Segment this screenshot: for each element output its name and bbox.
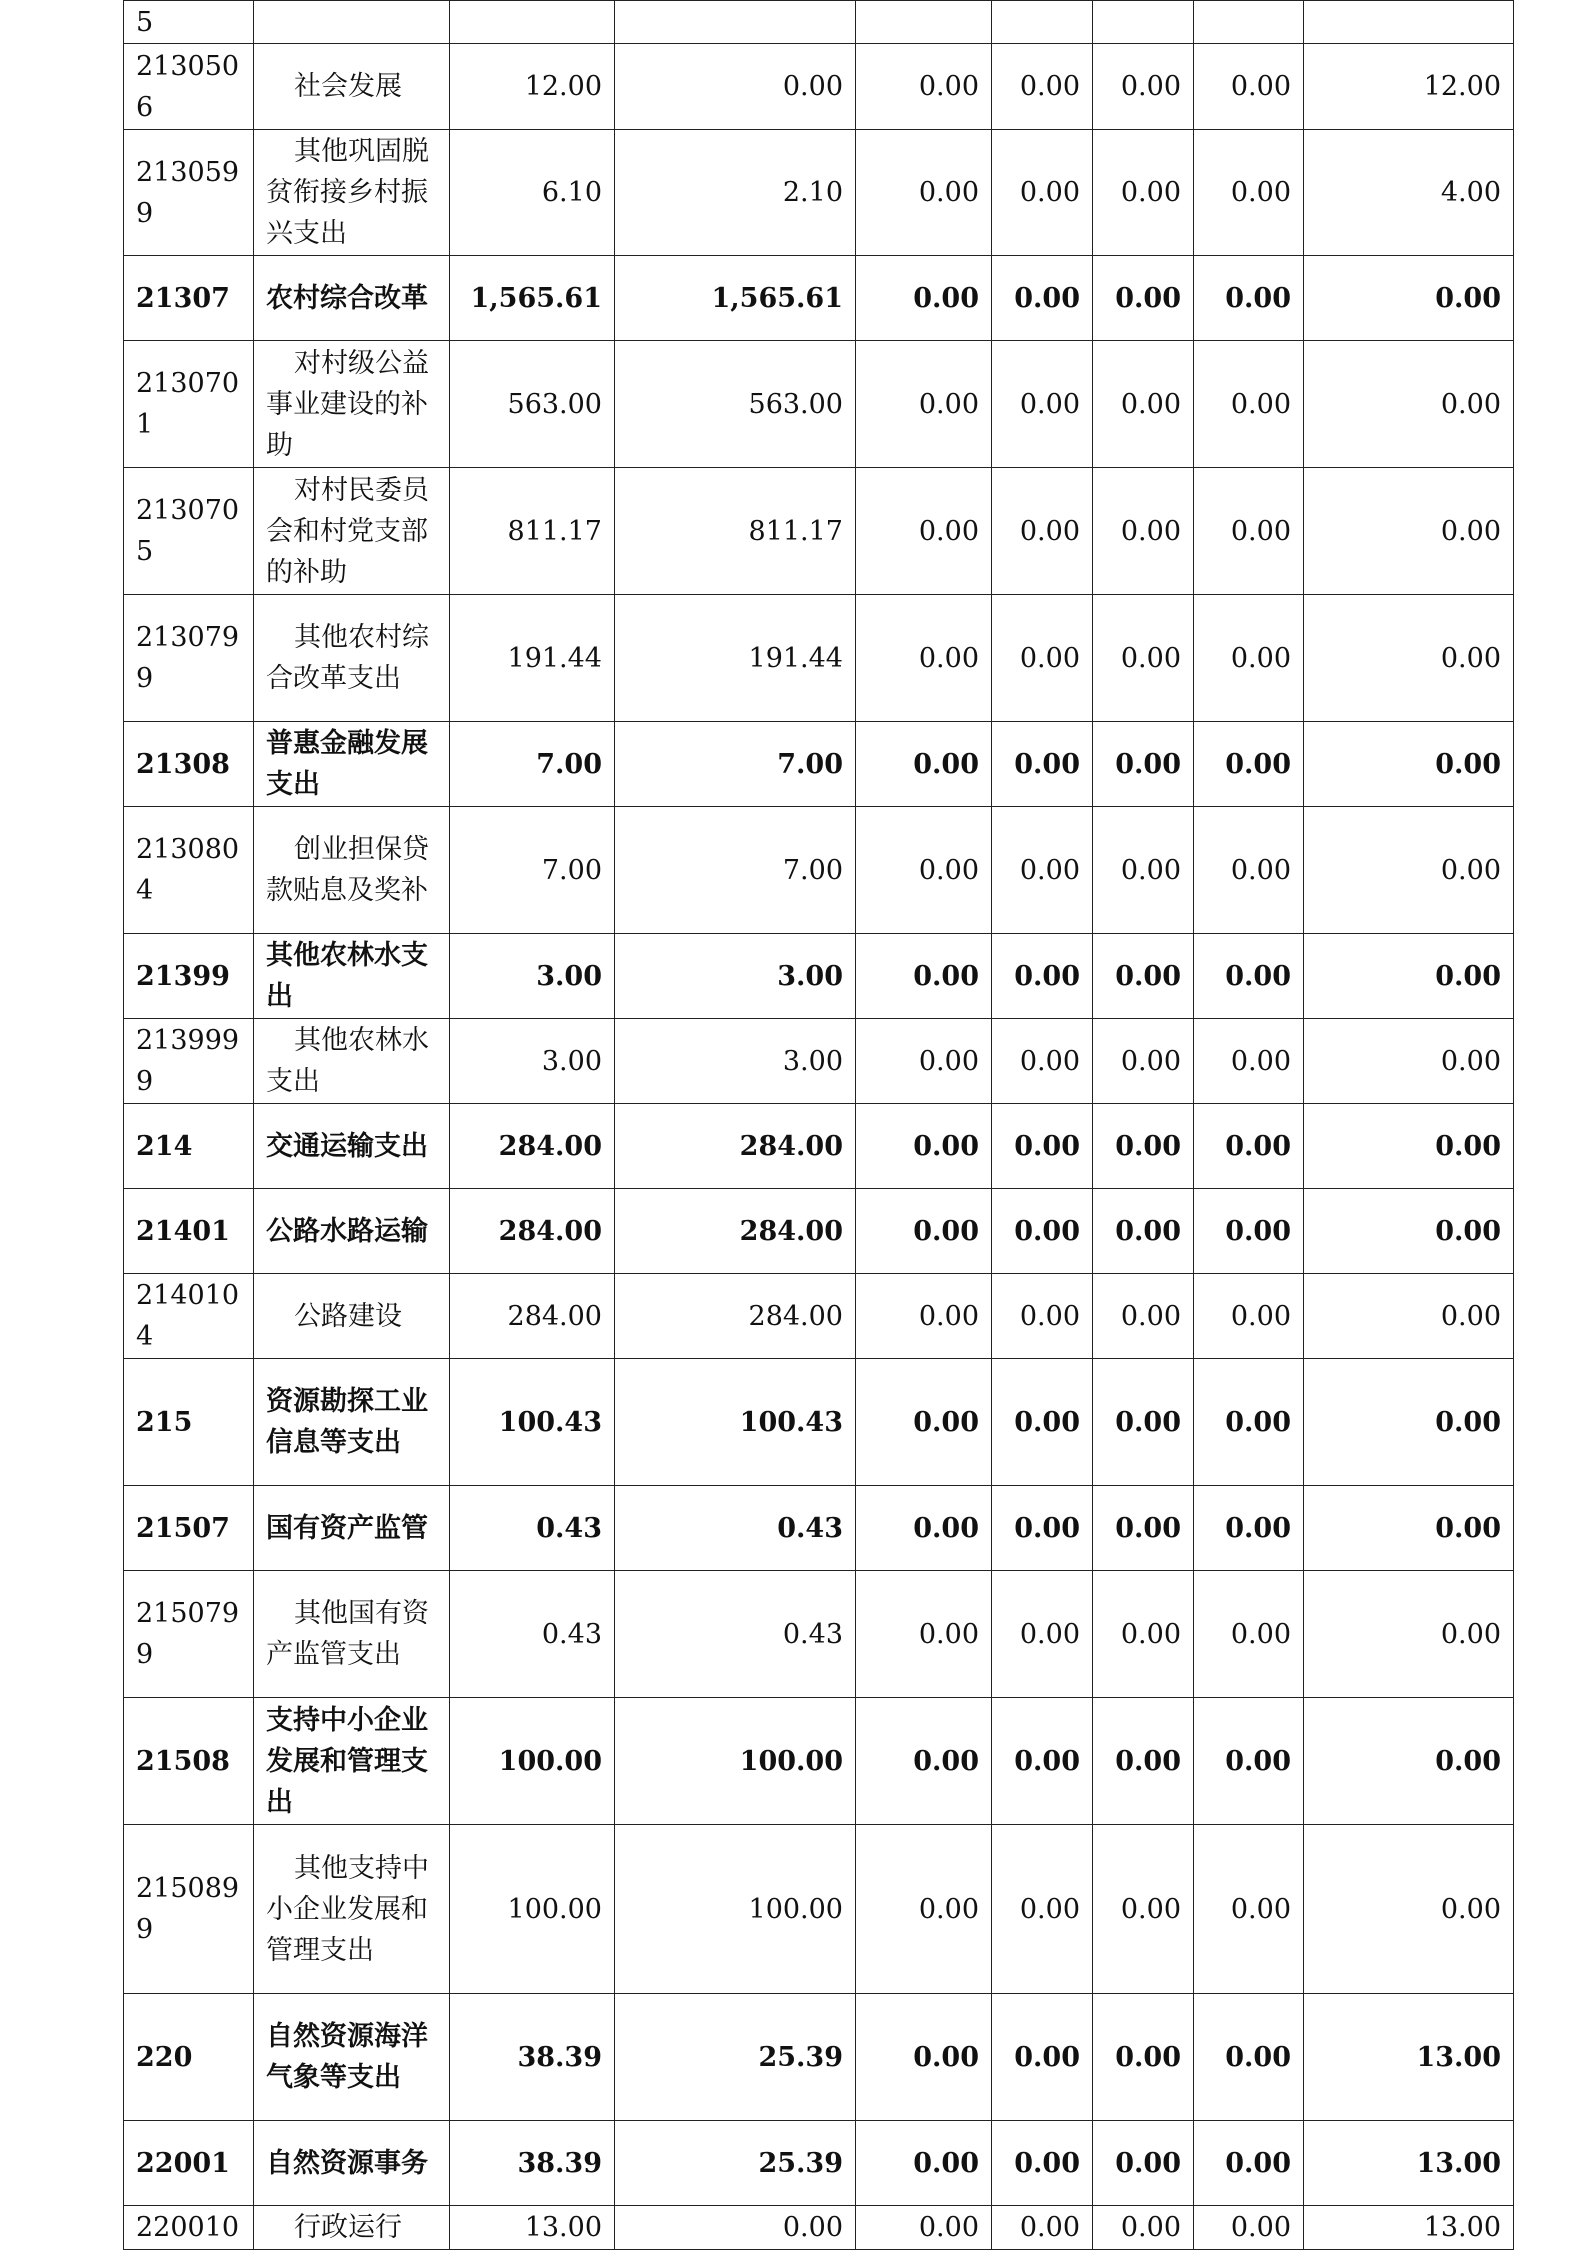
account-name-cell bbox=[254, 130, 450, 256]
amount-cell: 0.00 bbox=[1194, 2206, 1304, 2250]
table-row bbox=[124, 2121, 1514, 2206]
amount-cell: 0.00 bbox=[856, 341, 992, 468]
amount-cell: 0.00 bbox=[856, 595, 992, 722]
amount-cell: 191.44 bbox=[450, 595, 615, 722]
account-name-cell bbox=[254, 1698, 450, 1825]
amount-cell: 0.43 bbox=[450, 1571, 615, 1698]
amount-cell: 811.17 bbox=[450, 468, 615, 595]
amount-cell: 0.00 bbox=[1304, 722, 1514, 807]
amount-cell: 191.44 bbox=[615, 595, 856, 722]
amount-cell: 0.00 bbox=[1093, 807, 1194, 934]
account-code-cell: 2139999 bbox=[124, 1019, 254, 1104]
account-code-cell: 214 bbox=[124, 1104, 254, 1189]
amount-cell: 0.00 bbox=[1194, 256, 1304, 341]
amount-cell: 0.00 bbox=[615, 2206, 856, 2250]
account-name-text: 其他国有资产监管支出 bbox=[266, 1598, 429, 1670]
amount-cell: 13.00 bbox=[1304, 2206, 1514, 2250]
account-name-cell bbox=[254, 44, 450, 130]
account-name-cell bbox=[254, 1274, 450, 1359]
amount-cell: 0.00 bbox=[1194, 44, 1304, 130]
account-name-cell bbox=[254, 2121, 450, 2206]
amount-cell: 0.00 bbox=[856, 130, 992, 256]
amount-cell: 4.00 bbox=[1304, 130, 1514, 256]
amount-cell: 0.00 bbox=[1093, 2206, 1194, 2250]
amount-cell: 25.39 bbox=[615, 2121, 856, 2206]
amount-cell: 0.00 bbox=[992, 256, 1093, 341]
amount-cell: 0.00 bbox=[856, 2206, 992, 2250]
amount-cell: 0.00 bbox=[1304, 1104, 1514, 1189]
amount-cell: 0.00 bbox=[1304, 1189, 1514, 1274]
amount-cell: 0.00 bbox=[856, 934, 992, 1019]
account-name-cell bbox=[254, 1571, 450, 1698]
amount-cell: 0.00 bbox=[1304, 595, 1514, 722]
amount-cell: 0.00 bbox=[992, 1104, 1093, 1189]
amount-cell: 0.00 bbox=[1194, 595, 1304, 722]
amount-cell: 284.00 bbox=[615, 1189, 856, 1274]
amount-cell: 0.00 bbox=[1093, 1019, 1194, 1104]
amount-cell: 0.00 bbox=[856, 256, 992, 341]
amount-cell: 0.00 bbox=[992, 722, 1093, 807]
amount-cell: 0.00 bbox=[992, 130, 1093, 256]
amount-cell: 0.00 bbox=[856, 1359, 992, 1486]
amount-cell: 0.00 bbox=[1194, 1994, 1304, 2121]
amount-cell: 100.43 bbox=[615, 1359, 856, 1486]
account-name-cell bbox=[254, 1359, 450, 1486]
account-name-text: 农村综合改革 bbox=[266, 282, 428, 314]
amount-cell: 0.00 bbox=[1194, 807, 1304, 934]
amount-cell: 563.00 bbox=[615, 341, 856, 468]
account-name-cell bbox=[254, 722, 450, 807]
amount-cell: 0.00 bbox=[1093, 1825, 1194, 1994]
amount-cell: 0.00 bbox=[1093, 44, 1194, 130]
amount-cell: 284.00 bbox=[450, 1104, 615, 1189]
amount-cell bbox=[992, 1, 1093, 44]
amount-cell: 0.43 bbox=[615, 1486, 856, 1571]
account-code-cell: 220 bbox=[124, 1994, 254, 2121]
amount-cell: 0.00 bbox=[1194, 1104, 1304, 1189]
amount-cell bbox=[615, 1, 856, 44]
account-name-text: 社会发展 bbox=[294, 71, 402, 102]
amount-cell: 38.39 bbox=[450, 1994, 615, 2121]
amount-cell: 0.00 bbox=[1093, 130, 1194, 256]
account-code-cell: 2150799 bbox=[124, 1571, 254, 1698]
account-name-cell bbox=[254, 1486, 450, 1571]
account-name-text: 普惠金融发展支出 bbox=[266, 728, 428, 800]
table-row bbox=[124, 595, 1514, 722]
account-name-cell bbox=[254, 1825, 450, 1994]
amount-cell bbox=[856, 1, 992, 44]
amount-cell: 0.00 bbox=[992, 1698, 1093, 1825]
amount-cell: 0.00 bbox=[992, 468, 1093, 595]
amount-cell: 0.00 bbox=[856, 722, 992, 807]
amount-cell: 1,565.61 bbox=[450, 256, 615, 341]
amount-cell: 6.10 bbox=[450, 130, 615, 256]
amount-cell: 0.00 bbox=[1093, 1994, 1194, 2121]
amount-cell: 0.00 bbox=[1093, 1698, 1194, 1825]
account-code-cell: 21508 bbox=[124, 1698, 254, 1825]
account-code-cell: 21307 bbox=[124, 256, 254, 341]
amount-cell: 0.00 bbox=[1194, 1825, 1304, 1994]
amount-cell: 0.00 bbox=[992, 934, 1093, 1019]
amount-cell: 3.00 bbox=[450, 934, 615, 1019]
table-body bbox=[124, 1, 1514, 2250]
amount-cell: 7.00 bbox=[615, 722, 856, 807]
table-row bbox=[124, 44, 1514, 130]
table-row bbox=[124, 807, 1514, 934]
account-name-cell bbox=[254, 1104, 450, 1189]
amount-cell: 0.00 bbox=[1194, 722, 1304, 807]
amount-cell: 13.00 bbox=[1304, 2121, 1514, 2206]
amount-cell: 13.00 bbox=[450, 2206, 615, 2250]
amount-cell: 0.00 bbox=[856, 468, 992, 595]
amount-cell: 12.00 bbox=[450, 44, 615, 130]
table-row bbox=[124, 1359, 1514, 1486]
table-row bbox=[124, 341, 1514, 468]
account-name-text: 自然资源海洋气象等支出 bbox=[266, 2021, 428, 2093]
amount-cell: 100.00 bbox=[615, 1825, 856, 1994]
amount-cell: 0.00 bbox=[1194, 468, 1304, 595]
account-name-cell bbox=[254, 341, 450, 468]
amount-cell: 0.00 bbox=[1194, 1274, 1304, 1359]
amount-cell: 563.00 bbox=[450, 341, 615, 468]
amount-cell: 0.00 bbox=[856, 1189, 992, 1274]
amount-cell: 0.00 bbox=[1194, 341, 1304, 468]
amount-cell: 3.00 bbox=[615, 934, 856, 1019]
amount-cell: 100.00 bbox=[615, 1698, 856, 1825]
table-row bbox=[124, 1825, 1514, 1994]
amount-cell: 0.00 bbox=[856, 1994, 992, 2121]
amount-cell: 0.00 bbox=[992, 341, 1093, 468]
account-name-text: 其他农林水支出 bbox=[266, 940, 428, 1012]
account-name-text: 支持中小企业发展和管理支出 bbox=[266, 1704, 428, 1818]
account-name-text: 其他农林水支出 bbox=[266, 1025, 429, 1097]
amount-cell: 0.00 bbox=[1194, 1189, 1304, 1274]
amount-cell: 0.00 bbox=[1093, 1104, 1194, 1189]
account-code-cell: 2130701 bbox=[124, 341, 254, 468]
amount-cell: 0.00 bbox=[1194, 1019, 1304, 1104]
amount-cell: 0.00 bbox=[1194, 130, 1304, 256]
amount-cell: 0.00 bbox=[1093, 1189, 1194, 1274]
amount-cell: 0.00 bbox=[1093, 1571, 1194, 1698]
table-row bbox=[124, 1189, 1514, 1274]
amount-cell: 13.00 bbox=[1304, 1994, 1514, 2121]
account-code-cell: 21308 bbox=[124, 722, 254, 807]
account-code-cell: 2130599 bbox=[124, 130, 254, 256]
account-code-cell: 22001 bbox=[124, 2121, 254, 2206]
amount-cell: 284.00 bbox=[615, 1274, 856, 1359]
amount-cell: 0.00 bbox=[1194, 1359, 1304, 1486]
amount-cell: 0.00 bbox=[992, 595, 1093, 722]
amount-cell bbox=[1194, 1, 1304, 44]
table-row bbox=[124, 256, 1514, 341]
amount-cell: 0.00 bbox=[856, 1274, 992, 1359]
account-name-text: 对村级公益事业建设的补助 bbox=[266, 347, 429, 461]
amount-cell: 0.00 bbox=[1194, 1486, 1304, 1571]
account-name-cell bbox=[254, 468, 450, 595]
account-code-cell: 5 bbox=[124, 1, 254, 44]
table-row bbox=[124, 1104, 1514, 1189]
table-row bbox=[124, 722, 1514, 807]
amount-cell: 0.00 bbox=[992, 1019, 1093, 1104]
amount-cell: 0.00 bbox=[1304, 1698, 1514, 1825]
account-code-cell: 2140104 bbox=[124, 1274, 254, 1359]
amount-cell: 0.00 bbox=[1093, 722, 1194, 807]
amount-cell: 0.00 bbox=[992, 2206, 1093, 2250]
amount-cell: 0.00 bbox=[856, 2121, 992, 2206]
table-row bbox=[124, 1, 1514, 44]
amount-cell: 100.00 bbox=[450, 1825, 615, 1994]
amount-cell: 0.00 bbox=[1304, 934, 1514, 1019]
amount-cell: 0.00 bbox=[1093, 256, 1194, 341]
account-name-text: 其他农村综合改革支出 bbox=[266, 622, 429, 694]
amount-cell: 0.00 bbox=[856, 1698, 992, 1825]
account-name-text: 其他巩固脱贫衔接乡村振兴支出 bbox=[266, 136, 429, 249]
amount-cell: 0.43 bbox=[450, 1486, 615, 1571]
account-name-cell bbox=[254, 1019, 450, 1104]
amount-cell: 7.00 bbox=[450, 807, 615, 934]
amount-cell: 25.39 bbox=[615, 1994, 856, 2121]
amount-cell bbox=[450, 1, 615, 44]
amount-cell: 0.00 bbox=[992, 44, 1093, 130]
amount-cell: 0.00 bbox=[615, 44, 856, 130]
table-row bbox=[124, 468, 1514, 595]
account-code-cell: 215 bbox=[124, 1359, 254, 1486]
amount-cell: 0.00 bbox=[992, 807, 1093, 934]
amount-cell: 0.00 bbox=[856, 1104, 992, 1189]
amount-cell: 0.43 bbox=[615, 1571, 856, 1698]
amount-cell: 3.00 bbox=[450, 1019, 615, 1104]
account-name-cell bbox=[254, 2206, 450, 2250]
amount-cell: 0.00 bbox=[856, 44, 992, 130]
table-row bbox=[124, 934, 1514, 1019]
amount-cell: 0.00 bbox=[1093, 1359, 1194, 1486]
amount-cell: 0.00 bbox=[856, 1486, 992, 1571]
account-code-cell: 2130804 bbox=[124, 807, 254, 934]
account-name-cell bbox=[254, 1189, 450, 1274]
amount-cell: 0.00 bbox=[1304, 341, 1514, 468]
amount-cell: 0.00 bbox=[992, 1571, 1093, 1698]
table-row bbox=[124, 1486, 1514, 1571]
account-code-cell: 21401 bbox=[124, 1189, 254, 1274]
amount-cell: 100.00 bbox=[450, 1698, 615, 1825]
amount-cell: 0.00 bbox=[992, 1274, 1093, 1359]
account-name-text: 公路建设 bbox=[294, 1300, 402, 1332]
amount-cell: 0.00 bbox=[992, 1825, 1093, 1994]
amount-cell: 0.00 bbox=[856, 807, 992, 934]
amount-cell: 0.00 bbox=[1304, 468, 1514, 595]
amount-cell: 0.00 bbox=[856, 1019, 992, 1104]
amount-cell: 284.00 bbox=[615, 1104, 856, 1189]
amount-cell: 284.00 bbox=[450, 1189, 615, 1274]
amount-cell: 2.10 bbox=[615, 130, 856, 256]
amount-cell: 0.00 bbox=[1304, 1274, 1514, 1359]
amount-cell: 0.00 bbox=[992, 1486, 1093, 1571]
amount-cell: 0.00 bbox=[1093, 1486, 1194, 1571]
table-row bbox=[124, 130, 1514, 256]
amount-cell: 0.00 bbox=[1304, 256, 1514, 341]
amount-cell: 0.00 bbox=[1304, 807, 1514, 934]
account-name-text: 国有资产监管 bbox=[266, 1512, 428, 1544]
amount-cell bbox=[1093, 1, 1194, 44]
account-name-text: 资源勘探工业信息等支出 bbox=[266, 1386, 428, 1458]
budget-table bbox=[123, 0, 1514, 2250]
amount-cell: 0.00 bbox=[856, 1571, 992, 1698]
amount-cell: 12.00 bbox=[1304, 44, 1514, 130]
amount-cell: 0.00 bbox=[1304, 1359, 1514, 1486]
table-row bbox=[124, 1274, 1514, 1359]
account-code-cell: 2150899 bbox=[124, 1825, 254, 1994]
account-name-cell bbox=[254, 256, 450, 341]
account-name-cell bbox=[254, 1, 450, 44]
account-name-cell bbox=[254, 595, 450, 722]
amount-cell: 0.00 bbox=[1093, 934, 1194, 1019]
account-code-cell: 2130799 bbox=[124, 595, 254, 722]
account-name-text: 公路水路运输 bbox=[266, 1215, 428, 1247]
amount-cell: 0.00 bbox=[992, 2121, 1093, 2206]
account-code-cell: 21507 bbox=[124, 1486, 254, 1571]
account-name-text: 对村民委员会和村党支部的补助 bbox=[266, 474, 429, 588]
account-name-cell bbox=[254, 934, 450, 1019]
account-name-text: 创业担保贷款贴息及奖补 bbox=[266, 834, 429, 906]
account-code-cell: 2130506 bbox=[124, 44, 254, 130]
amount-cell: 0.00 bbox=[1304, 1571, 1514, 1698]
amount-cell bbox=[1304, 1, 1514, 44]
amount-cell: 811.17 bbox=[615, 468, 856, 595]
amount-cell: 0.00 bbox=[1194, 1571, 1304, 1698]
account-name-text: 行政运行 bbox=[294, 2212, 402, 2243]
amount-cell: 100.43 bbox=[450, 1359, 615, 1486]
amount-cell: 0.00 bbox=[856, 1825, 992, 1994]
amount-cell: 0.00 bbox=[1194, 2121, 1304, 2206]
amount-cell: 0.00 bbox=[1304, 1825, 1514, 1994]
account-code-cell: 21399 bbox=[124, 934, 254, 1019]
amount-cell: 0.00 bbox=[1304, 1486, 1514, 1571]
table-row bbox=[124, 1698, 1514, 1825]
amount-cell: 7.00 bbox=[450, 722, 615, 807]
table-row bbox=[124, 1994, 1514, 2121]
amount-cell: 284.00 bbox=[450, 1274, 615, 1359]
table-row bbox=[124, 1019, 1514, 1104]
account-code-cell: 220010 bbox=[124, 2206, 254, 2250]
amount-cell: 0.00 bbox=[1093, 341, 1194, 468]
amount-cell: 0.00 bbox=[1194, 934, 1304, 1019]
amount-cell: 1,565.61 bbox=[615, 256, 856, 341]
amount-cell: 0.00 bbox=[1093, 468, 1194, 595]
amount-cell: 0.00 bbox=[1093, 2121, 1194, 2206]
account-name-cell bbox=[254, 1994, 450, 2121]
account-code-cell: 2130705 bbox=[124, 468, 254, 595]
table-row bbox=[124, 2206, 1514, 2250]
amount-cell: 38.39 bbox=[450, 2121, 615, 2206]
account-name-text: 其他支持中小企业发展和管理支出 bbox=[266, 1852, 429, 1966]
amount-cell: 0.00 bbox=[992, 1994, 1093, 2121]
amount-cell: 7.00 bbox=[615, 807, 856, 934]
account-name-cell bbox=[254, 807, 450, 934]
table-row bbox=[124, 1571, 1514, 1698]
amount-cell: 0.00 bbox=[1194, 1698, 1304, 1825]
amount-cell: 0.00 bbox=[992, 1359, 1093, 1486]
account-name-text: 自然资源事务 bbox=[266, 2147, 428, 2179]
amount-cell: 0.00 bbox=[1304, 1019, 1514, 1104]
amount-cell: 0.00 bbox=[1093, 1274, 1194, 1359]
amount-cell: 3.00 bbox=[615, 1019, 856, 1104]
amount-cell: 0.00 bbox=[1093, 595, 1194, 722]
amount-cell: 0.00 bbox=[992, 1189, 1093, 1274]
account-name-text: 交通运输支出 bbox=[266, 1130, 428, 1162]
